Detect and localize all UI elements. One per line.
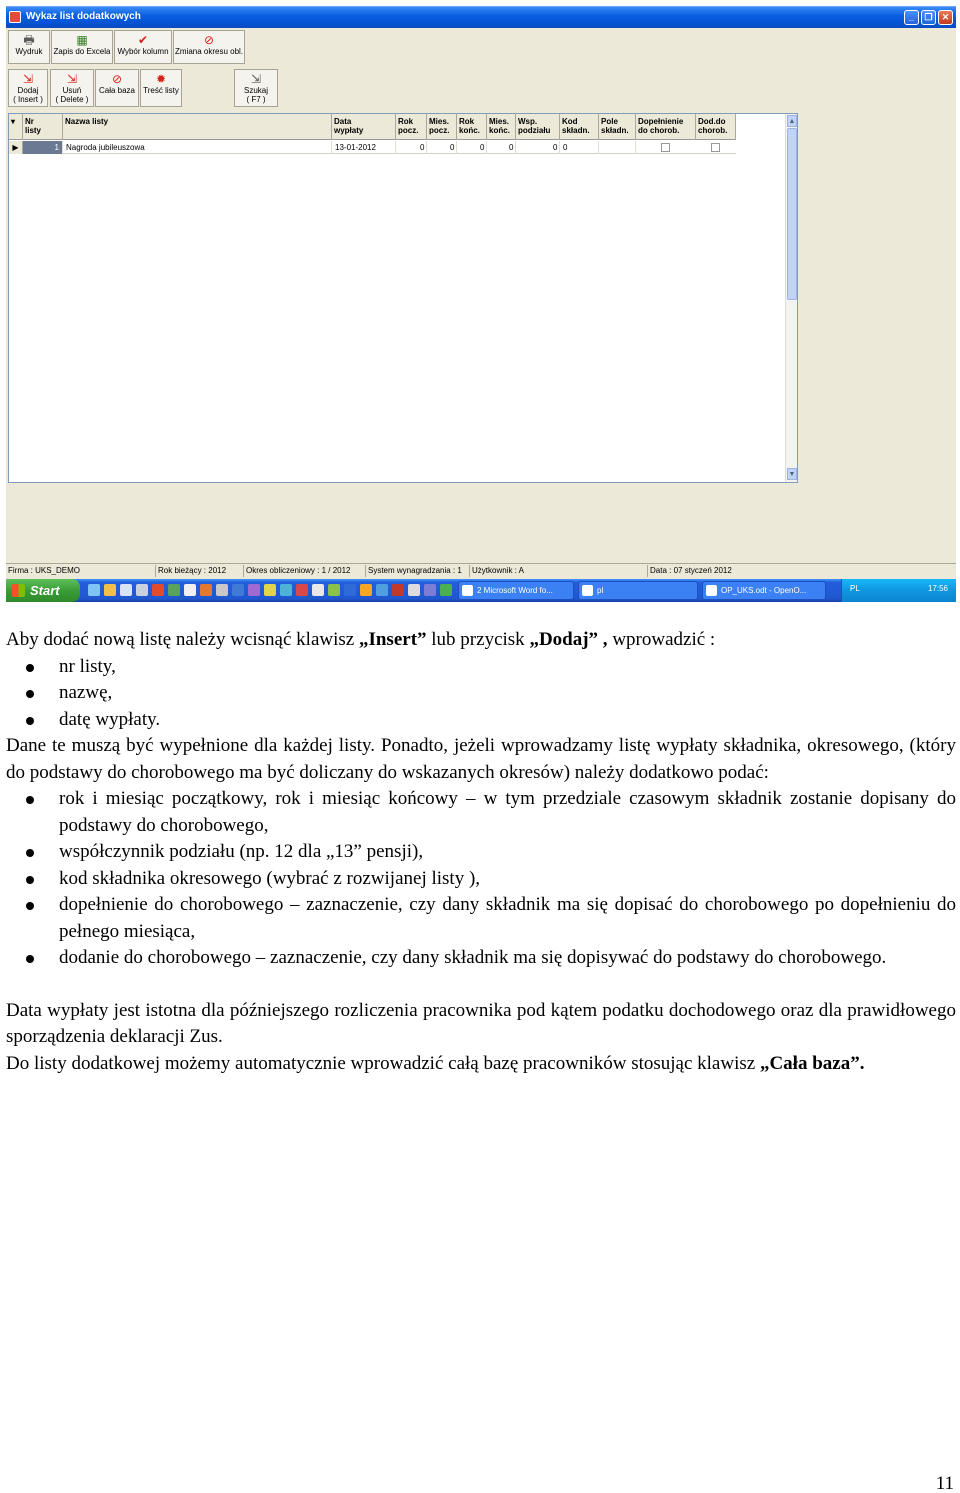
cell-kod[interactable]: 0: [560, 141, 599, 154]
status-system: System wynagradzania : 1: [366, 565, 470, 577]
insert-key: „Insert”: [358, 629, 427, 650]
cell-rok-pocz[interactable]: 0: [396, 141, 427, 154]
status-firma: Firma : UKS_DEMO: [6, 565, 156, 577]
cell-nazwa[interactable]: Nagroda jubileuszowa: [63, 141, 332, 154]
app-icon[interactable]: [360, 584, 372, 596]
intro-text: wprowadzić :: [607, 629, 716, 650]
list-item: nazwę,: [6, 680, 956, 707]
cell-mies-konc[interactable]: 0: [487, 141, 516, 154]
list-item: dopełnienie do chorobowego – zaznaczenie, czy dany składnik ma się dopisać do chorobowego po dopełnieniu do pełnego miesiąca,: [6, 892, 956, 945]
sort-icon[interactable]: ▾: [9, 114, 23, 140]
app-icon[interactable]: [408, 584, 420, 596]
whole-base-key: „Cała baza”.: [759, 1052, 865, 1074]
app-icon[interactable]: [296, 584, 308, 596]
close-button[interactable]: ✕: [938, 10, 953, 25]
whole-base-button-label: Cała baza: [98, 86, 136, 95]
app-icon[interactable]: [312, 584, 324, 596]
print-button[interactable]: [8, 30, 50, 64]
app-icon[interactable]: [440, 584, 452, 596]
taskbar-item-label: 2 Microsoft Word fo...: [477, 586, 553, 595]
taskbar-item-label: pl: [597, 586, 604, 595]
windows-logo-icon: [12, 584, 25, 597]
cell-nr[interactable]: 1: [23, 141, 63, 154]
column-header[interactable]: Nr listy: [23, 114, 63, 140]
taskbar-item-openoffice[interactable]: [702, 581, 826, 600]
whole-base-paragraph: [6, 1051, 956, 1078]
page-number: 11: [935, 1473, 954, 1493]
lists-grid[interactable]: [8, 113, 798, 483]
app-icon[interactable]: [216, 584, 228, 596]
minimize-button[interactable]: _: [904, 10, 919, 25]
app-icon[interactable]: [152, 584, 164, 596]
add-button-label: Dodaj ( Insert ): [13, 86, 43, 104]
intro-text: lub przycisk: [426, 629, 530, 650]
app-icon: [9, 11, 21, 23]
window-titlebar: [6, 6, 956, 28]
excel-icon: ▦: [76, 33, 88, 47]
search-button[interactable]: [234, 69, 278, 107]
grid-header: [9, 114, 736, 140]
column-header[interactable]: Nazwa listy: [63, 114, 332, 140]
application-screenshot: [6, 6, 956, 602]
delete-icon: ⇲: [66, 72, 78, 86]
dodaj-button-ref: „Dodaj” ,: [529, 629, 608, 650]
column-header[interactable]: Kod składn.: [560, 114, 599, 140]
print-button-label: Wydruk: [15, 47, 43, 56]
row-indicator-icon: ▶: [9, 141, 23, 154]
cell-mies-pocz[interactable]: 0: [427, 141, 457, 154]
ie-icon[interactable]: [88, 584, 100, 596]
app-icon[interactable]: [424, 584, 436, 596]
cell-wsp[interactable]: 0: [516, 141, 560, 154]
taskbar: [6, 579, 956, 602]
list-item: nr listy,: [6, 654, 956, 681]
vertical-scrollbar[interactable]: [785, 114, 797, 482]
cell-pole[interactable]: [599, 141, 636, 154]
optional-fields-list: [6, 786, 956, 972]
status-rok: Rok bieżący : 2012: [156, 565, 244, 577]
status-date: Data : 07 styczeń 2012: [650, 566, 732, 575]
app-icon[interactable]: [328, 584, 340, 596]
app-icon[interactable]: [344, 584, 356, 596]
window-icon: [582, 585, 593, 596]
choose-columns-button[interactable]: [114, 30, 172, 64]
list-item: dodanie do chorobowego – zaznaczenie, czy dany składnik ma się dopisywać do podstawy do chorobowego.: [6, 945, 956, 972]
system-tray: [841, 579, 956, 602]
folder-icon[interactable]: [104, 584, 116, 596]
list-content-button[interactable]: [140, 69, 182, 107]
export-excel-button-label: Zapis do Excela: [53, 47, 111, 56]
delete-button[interactable]: [50, 69, 94, 107]
checkmark-icon: ✔: [137, 33, 149, 47]
no-entry-icon: ⊘: [203, 33, 215, 47]
taskbar-item-label: OP_UKS.odt - OpenO...: [721, 586, 807, 595]
additional-info-paragraph: Dane te muszą być wypełnione dla każdej listy. Ponadto, jeżeli wprowadzamy listę wypłaty składnika, okresowego, (który do podstawy do chorobowego ma być doliczany do wskazanych okresów) należy dodatkowo podać:: [6, 735, 956, 783]
column-header[interactable]: Data wypłaty: [332, 114, 396, 140]
status-bar: [6, 563, 956, 577]
export-excel-button[interactable]: [51, 30, 113, 64]
list-item: datę wypłaty.: [6, 707, 956, 734]
list-content-button-label: Treść listy: [143, 86, 179, 95]
printer-icon: 🖶: [23, 33, 35, 47]
word-icon: [462, 585, 473, 596]
required-fields-list: [6, 654, 956, 734]
column-header[interactable]: Pole składn.: [599, 114, 636, 140]
search-icon: ⇲: [250, 72, 262, 86]
list-item: rok i miesiąc początkowy, rok i miesiąc końcowy – w tym przedziale czasowym składnik zostanie dopisany do podstawy do chorobowego,: [6, 786, 956, 839]
window-title: Wykaz list dodatkowych: [26, 11, 141, 22]
calculator-icon[interactable]: [136, 584, 148, 596]
language-indicator[interactable]: PL: [850, 584, 860, 593]
intro-text: Aby dodać nową listę należy wcisnąć klawisz: [6, 629, 359, 650]
search-button-label: Szukaj ( F7 ): [243, 86, 268, 104]
list-item: kod składnika okresowego (wybrać z rozwijanej listy ),: [6, 866, 956, 893]
table-row[interactable]: [9, 141, 736, 154]
column-header[interactable]: Rok końc.: [457, 114, 487, 140]
column-header[interactable]: Mies. pocz.: [427, 114, 457, 140]
app-icon[interactable]: [200, 584, 212, 596]
checkbox-dopelnienie[interactable]: [661, 143, 670, 152]
payment-date-paragraph: Data wypłaty jest istotna dla późniejszego rozliczenia pracownika pod kątem podatku dochodowego oraz dla prawidłowego sporządzenia deklaracji Zus.: [6, 999, 956, 1047]
choose-columns-button-label: Wybór kolumn: [117, 47, 169, 56]
scroll-down-icon[interactable]: ▼: [788, 470, 796, 478]
status-user: Użytkownik : A: [470, 565, 648, 577]
app-icon[interactable]: [248, 584, 260, 596]
maximize-button[interactable]: ❐: [921, 10, 936, 25]
gear-icon: ✹: [155, 72, 167, 86]
column-header[interactable]: Mies. końc.: [487, 114, 516, 140]
app-icon[interactable]: [280, 584, 292, 596]
scroll-up-icon[interactable]: ▲: [788, 117, 796, 125]
app-icon[interactable]: [232, 584, 244, 596]
change-period-button[interactable]: [173, 30, 245, 64]
column-header[interactable]: Dopełnienie do chorob.: [636, 114, 696, 140]
checkbox-dod-chorob[interactable]: [711, 143, 720, 152]
cell-data[interactable]: 13-01-2012: [332, 141, 396, 154]
scroll-thumb[interactable]: [787, 128, 797, 300]
whole-base-button[interactable]: [95, 69, 139, 107]
clock: 17:56: [927, 584, 948, 593]
column-header[interactable]: Rok pocz.: [396, 114, 427, 140]
cell-rok-konc[interactable]: 0: [457, 141, 487, 154]
desktop-icon[interactable]: [120, 584, 132, 596]
app-icon[interactable]: [376, 584, 388, 596]
document-body: [6, 627, 956, 1077]
intro-paragraph: [6, 627, 956, 654]
list-item: współczynnik podziału (np. 12 dla „13” pensji),: [6, 839, 956, 866]
column-header[interactable]: Dod.do chorob.: [696, 114, 736, 140]
app-icon[interactable]: [184, 584, 196, 596]
app-icon[interactable]: [264, 584, 276, 596]
status-okres: Okres obliczeniowy : 1 / 2012: [244, 565, 366, 577]
no-entry-icon: ⊘: [111, 72, 123, 86]
change-period-button-label: Zmiana okresu obl.: [174, 47, 244, 56]
app-icon[interactable]: [392, 584, 404, 596]
start-button[interactable]: [6, 579, 80, 602]
add-button[interactable]: [8, 69, 48, 107]
start-label: Start: [30, 583, 60, 598]
add-icon: ⇲: [22, 72, 34, 86]
openoffice-icon: [706, 585, 717, 596]
taskbar-item-pl[interactable]: [578, 581, 698, 600]
app-icon[interactable]: [168, 584, 180, 596]
column-header[interactable]: Wsp. podziału: [516, 114, 560, 140]
taskbar-item-word[interactable]: [458, 581, 574, 600]
delete-button-label: Usuń ( Delete ): [55, 86, 89, 104]
whole-base-text: Do listy dodatkowej możemy automatycznie wprowadzić całą bazę pracowników stosując klawisz: [6, 1052, 760, 1074]
